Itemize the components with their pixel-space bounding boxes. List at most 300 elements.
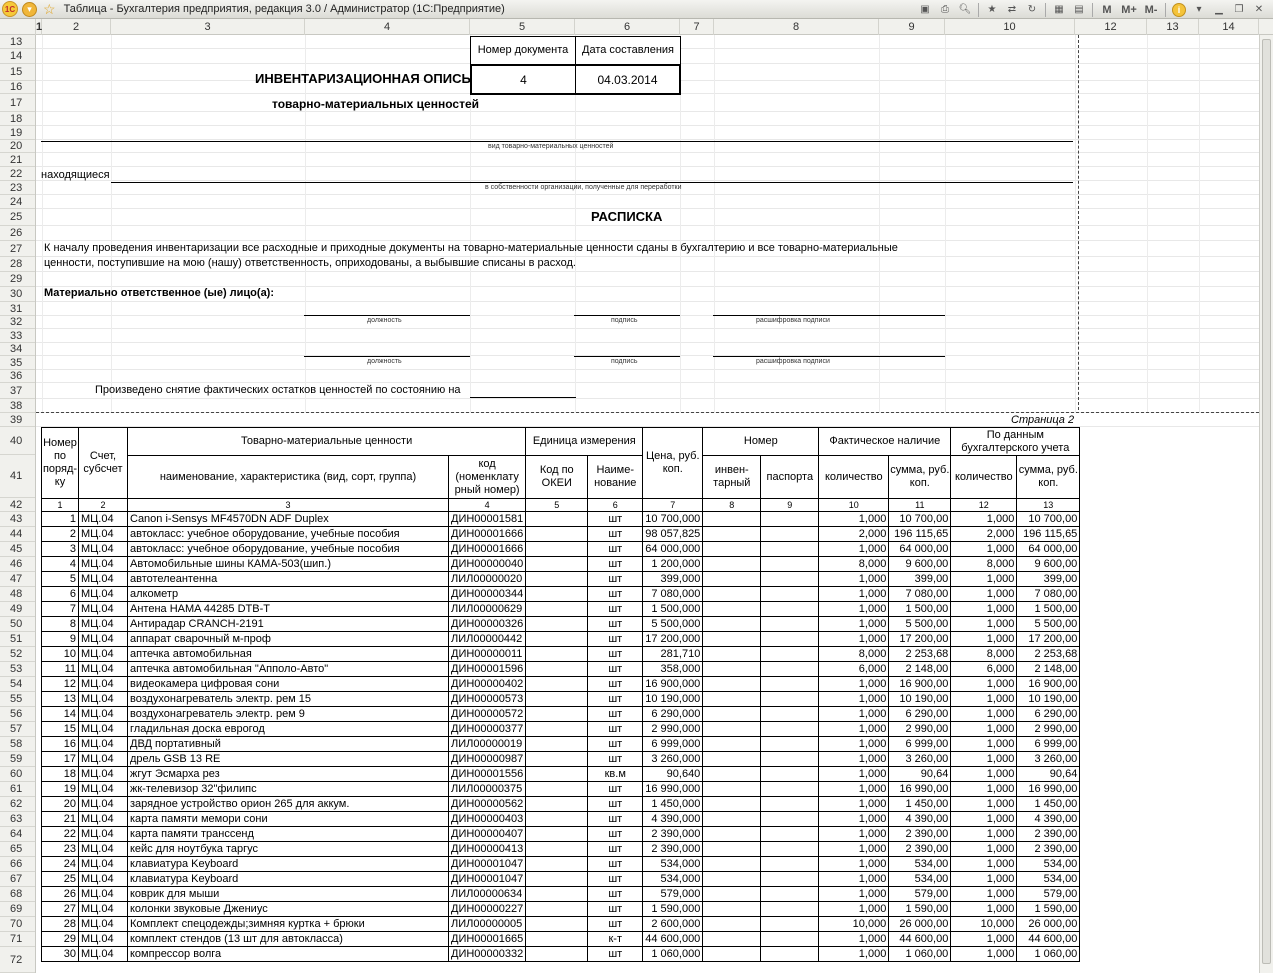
cell-sum[interactable]: 10 700,00 [889,512,951,527]
row-header[interactable]: 50 [0,617,36,632]
row-header[interactable]: 29 [0,272,36,287]
cell-price[interactable]: 1 450,000 [643,797,703,812]
cell-account[interactable]: МЦ.04 [79,947,128,962]
doc-date-value[interactable]: 04.03.2014 [575,64,681,95]
cell-qty[interactable]: 1,000 [819,722,889,737]
cell-qty-accounting[interactable]: 1,000 [951,797,1017,812]
row-header[interactable]: 27 [0,241,36,257]
cell-unit[interactable]: шт [588,737,643,752]
row-header[interactable]: 47 [0,572,36,587]
cell-sum[interactable]: 1 060,00 [889,947,951,962]
cell-number[interactable]: 22 [42,827,79,842]
cell-price[interactable]: 534,000 [643,872,703,887]
cell-price[interactable]: 1 200,000 [643,557,703,572]
cell-number[interactable]: 14 [42,707,79,722]
cell-passport[interactable] [761,812,819,827]
cell-inventory[interactable] [703,872,761,887]
cell-inventory[interactable] [703,842,761,857]
cell-passport[interactable] [761,542,819,557]
cell-passport[interactable] [761,722,819,737]
cell-sum-accounting[interactable]: 399,00 [1017,572,1080,587]
column-header-7[interactable]: 7 [680,19,714,35]
cell-sum-accounting[interactable]: 2 390,00 [1017,827,1080,842]
calculator-icon[interactable]: ▦ [1054,4,1064,15]
cell-code[interactable]: ДИН00000572 [449,707,526,722]
cell-code[interactable]: ДИН00001666 [449,527,526,542]
cell-okei[interactable] [526,707,588,722]
cell-passport[interactable] [761,872,819,887]
cell-inventory[interactable] [703,782,761,797]
cell-sum-accounting[interactable]: 26 000,00 [1017,917,1080,932]
cell-number[interactable]: 10 [42,647,79,662]
cell-unit[interactable]: шт [588,872,643,887]
table-row[interactable] [42,752,1080,767]
cell-qty-accounting[interactable]: 1,000 [951,602,1017,617]
cell-unit[interactable]: шт [588,917,643,932]
table-row[interactable] [42,797,1080,812]
cell-account[interactable]: МЦ.04 [79,677,128,692]
cell-inventory[interactable] [703,932,761,947]
table-row[interactable] [42,812,1080,827]
cell-sum-accounting[interactable]: 1 500,00 [1017,602,1080,617]
cell-okei[interactable] [526,722,588,737]
cell-okei[interactable] [526,602,588,617]
cell-number[interactable]: 29 [42,932,79,947]
cell-qty[interactable]: 1,000 [819,827,889,842]
spreadsheet-area[interactable] [36,35,1259,973]
link-icon[interactable]: ⇄ [1007,4,1017,15]
cell-inventory[interactable] [703,887,761,902]
cell-account[interactable]: МЦ.04 [79,542,128,557]
cell-sum-accounting[interactable]: 196 115,65 [1017,527,1080,542]
cell-account[interactable]: МЦ.04 [79,572,128,587]
cell-number[interactable]: 16 [42,737,79,752]
cell-unit[interactable]: шт [588,782,643,797]
cell-qty-accounting[interactable]: 6,000 [951,662,1017,677]
cell-account[interactable]: МЦ.04 [79,782,128,797]
cell-sum[interactable]: 1 590,00 [889,902,951,917]
cell-qty-accounting[interactable]: 1,000 [951,827,1017,842]
cell-name[interactable]: аптечка автомобильная [128,647,449,662]
cell-price[interactable]: 4 390,000 [643,812,703,827]
cell-unit[interactable]: шт [588,677,643,692]
cell-unit[interactable]: шт [588,692,643,707]
memory-m-button[interactable]: M [1102,3,1112,16]
cell-number[interactable]: 9 [42,632,79,647]
cell-inventory[interactable] [703,767,761,782]
cell-account[interactable]: МЦ.04 [79,737,128,752]
app-logo-icon[interactable]: 1С [2,1,18,17]
cell-sum[interactable]: 3 260,00 [889,752,951,767]
cell-unit[interactable]: шт [588,842,643,857]
favorites-star-icon[interactable]: ☆ [43,0,56,17]
cell-qty-accounting[interactable]: 1,000 [951,677,1017,692]
row-header[interactable]: 51 [0,632,36,647]
calendar-icon[interactable]: ▤ [1074,4,1084,15]
table-row[interactable] [42,872,1080,887]
cell-inventory[interactable] [703,557,761,572]
cell-sum-accounting[interactable]: 64 000,00 [1017,542,1080,557]
row-header[interactable]: 72 [0,947,36,973]
cell-code[interactable]: ДИН00001665 [449,932,526,947]
cell-inventory[interactable] [703,572,761,587]
row-header[interactable]: 33 [0,329,36,343]
cell-price[interactable]: 44 600,000 [643,932,703,947]
cell-sum-accounting[interactable]: 534,00 [1017,872,1080,887]
cell-number[interactable]: 19 [42,782,79,797]
row-header[interactable]: 60 [0,767,36,782]
cell-qty-accounting[interactable]: 1,000 [951,752,1017,767]
cell-passport[interactable] [761,692,819,707]
cell-name[interactable]: воздухонагреватель электр. рем 9 [128,707,449,722]
cell-price[interactable]: 6 999,000 [643,737,703,752]
row-header[interactable]: 15 [0,64,36,81]
cell-sum-accounting[interactable]: 16 990,00 [1017,782,1080,797]
cell-okei[interactable] [526,737,588,752]
cell-account[interactable]: МЦ.04 [79,662,128,677]
row-header[interactable]: 43 [0,512,36,527]
cell-unit[interactable]: шт [588,512,643,527]
cell-passport[interactable] [761,512,819,527]
cell-qty[interactable]: 1,000 [819,797,889,812]
cell-qty[interactable]: 1,000 [819,782,889,797]
cell-sum[interactable]: 7 080,00 [889,587,951,602]
cell-qty[interactable]: 1,000 [819,617,889,632]
cell-qty[interactable]: 1,000 [819,752,889,767]
table-row[interactable] [42,572,1080,587]
row-header[interactable]: 61 [0,782,36,797]
cell-name[interactable]: алкометр [128,587,449,602]
cell-price[interactable]: 358,000 [643,662,703,677]
print-icon[interactable]: ⎙ [941,4,949,15]
cell-account[interactable]: МЦ.04 [79,812,128,827]
row-header[interactable]: 22 [0,167,36,181]
row-header[interactable]: 57 [0,722,36,737]
cell-passport[interactable] [761,737,819,752]
table-row[interactable] [42,917,1080,932]
cell-qty-accounting[interactable]: 2,000 [951,527,1017,542]
cell-sum-accounting[interactable]: 3 260,00 [1017,752,1080,767]
row-header[interactable]: 59 [0,752,36,767]
cell-account[interactable]: МЦ.04 [79,932,128,947]
cell-code[interactable]: ДИН00000402 [449,677,526,692]
cell-okei[interactable] [526,647,588,662]
cell-passport[interactable] [761,902,819,917]
row-header[interactable]: 56 [0,707,36,722]
cell-sum-accounting[interactable]: 9 600,00 [1017,557,1080,572]
cell-number[interactable]: 21 [42,812,79,827]
cell-qty[interactable]: 1,000 [819,677,889,692]
cell-qty[interactable]: 1,000 [819,887,889,902]
cell-price[interactable]: 5 500,000 [643,617,703,632]
cell-code[interactable]: ДИН00000227 [449,902,526,917]
cell-code[interactable]: ДИН00000011 [449,647,526,662]
cell-sum-accounting[interactable]: 6 290,00 [1017,707,1080,722]
cell-price[interactable]: 2 600,000 [643,917,703,932]
cell-code[interactable]: ДИН00001596 [449,662,526,677]
cell-name[interactable]: Canon i-Sensys MF4570DN ADF Duplex [128,512,449,527]
row-header[interactable]: 40 [0,427,36,455]
column-header-14[interactable]: 14 [1199,19,1259,35]
cell-number[interactable]: 1 [42,512,79,527]
cell-sum[interactable]: 90,64 [889,767,951,782]
cell-okei[interactable] [526,947,588,962]
maximize-icon[interactable]: ❐ [1234,4,1244,15]
cell-name[interactable]: карта памяти мемори сони [128,812,449,827]
table-row[interactable] [42,542,1080,557]
cell-price[interactable]: 1 590,000 [643,902,703,917]
cell-code[interactable]: ДИН00001666 [449,542,526,557]
cell-account[interactable]: МЦ.04 [79,722,128,737]
cell-account[interactable]: МЦ.04 [79,692,128,707]
table-row[interactable] [42,512,1080,527]
cell-unit[interactable]: шт [588,812,643,827]
cell-account[interactable]: МЦ.04 [79,512,128,527]
cell-name[interactable]: аппарат сварочный м-проф [128,632,449,647]
cell-inventory[interactable] [703,707,761,722]
close-icon[interactable]: ✕ [1254,4,1264,15]
table-row[interactable] [42,692,1080,707]
cell-inventory[interactable] [703,647,761,662]
cell-inventory[interactable] [703,527,761,542]
table-row[interactable] [42,947,1080,962]
cell-inventory[interactable] [703,827,761,842]
cell-inventory[interactable] [703,512,761,527]
cell-qty-accounting[interactable]: 1,000 [951,512,1017,527]
cell-unit[interactable]: шт [588,617,643,632]
cell-name[interactable]: ДВД портативный [128,737,449,752]
table-row[interactable] [42,932,1080,947]
cell-unit[interactable]: шт [588,887,643,902]
cell-account[interactable]: МЦ.04 [79,617,128,632]
cell-passport[interactable] [761,677,819,692]
cell-number[interactable]: 11 [42,662,79,677]
cell-okei[interactable] [526,797,588,812]
row-header[interactable]: 26 [0,226,36,241]
cell-account[interactable]: МЦ.04 [79,902,128,917]
info-dropdown-icon[interactable]: ▾ [1196,4,1202,15]
row-header[interactable]: 70 [0,917,36,932]
row-header[interactable]: 37 [0,383,36,399]
cell-inventory[interactable] [703,797,761,812]
cell-qty[interactable]: 6,000 [819,662,889,677]
column-header-10[interactable]: 10 [945,19,1075,35]
cell-sum[interactable]: 4 390,00 [889,812,951,827]
cell-passport[interactable] [761,782,819,797]
cell-inventory[interactable] [703,632,761,647]
cell-number[interactable]: 27 [42,902,79,917]
cell-okei[interactable] [526,527,588,542]
cell-inventory[interactable] [703,542,761,557]
cell-code[interactable]: ДИН00000332 [449,947,526,962]
cell-name[interactable]: аптечка автомобильная "Апполо-Авто" [128,662,449,677]
cell-account[interactable]: МЦ.04 [79,707,128,722]
cell-code[interactable]: ДИН00000344 [449,587,526,602]
cell-passport[interactable] [761,572,819,587]
cell-number[interactable]: 6 [42,587,79,602]
row-header[interactable]: 24 [0,195,36,209]
cell-okei[interactable] [526,572,588,587]
cell-inventory[interactable] [703,617,761,632]
cell-okei[interactable] [526,782,588,797]
column-header-1[interactable]: 1 [36,21,43,33]
cell-inventory[interactable] [703,857,761,872]
cell-unit[interactable]: шт [588,662,643,677]
cell-unit[interactable]: шт [588,947,643,962]
cell-name[interactable]: кейс для ноутбука таргус [128,842,449,857]
history-icon[interactable]: ↻ [1027,4,1037,15]
cell-qty-accounting[interactable]: 1,000 [951,872,1017,887]
cell-qty-accounting[interactable]: 1,000 [951,737,1017,752]
row-header[interactable]: 19 [0,126,36,140]
cell-qty-accounting[interactable]: 1,000 [951,587,1017,602]
cell-unit[interactable]: шт [588,632,643,647]
cell-qty[interactable]: 1,000 [819,572,889,587]
cell-sum-accounting[interactable]: 4 390,00 [1017,812,1080,827]
cell-code[interactable]: ЛИЛ00000020 [449,572,526,587]
cell-sum[interactable]: 10 190,00 [889,692,951,707]
memory-plus-button[interactable]: M+ [1121,3,1137,16]
cell-price[interactable]: 90,640 [643,767,703,782]
table-row[interactable] [42,677,1080,692]
cell-passport[interactable] [761,752,819,767]
row-header[interactable]: 28 [0,257,36,272]
cell-sum[interactable]: 196 115,65 [889,527,951,542]
table-row[interactable] [42,632,1080,647]
cell-qty[interactable]: 1,000 [819,767,889,782]
row-header[interactable]: 34 [0,343,36,356]
row-header[interactable]: 63 [0,812,36,827]
cell-price[interactable]: 2 390,000 [643,842,703,857]
cell-qty-accounting[interactable]: 1,000 [951,572,1017,587]
cell-okei[interactable] [526,812,588,827]
table-row[interactable] [42,662,1080,677]
cell-account[interactable]: МЦ.04 [79,767,128,782]
main-menu-icon[interactable]: ▾ [22,2,37,17]
cell-okei[interactable] [526,842,588,857]
row-header[interactable]: 13 [0,35,36,49]
cell-name[interactable]: видеокамера цифровая сони [128,677,449,692]
cell-sum-accounting[interactable]: 6 999,00 [1017,737,1080,752]
cell-inventory[interactable] [703,752,761,767]
cell-qty[interactable]: 8,000 [819,557,889,572]
row-header[interactable]: 42 [0,498,36,512]
cell-okei[interactable] [526,932,588,947]
row-header[interactable]: 32 [0,316,36,329]
table-row[interactable] [42,602,1080,617]
cell-account[interactable]: МЦ.04 [79,587,128,602]
cell-price[interactable]: 64 000,000 [643,542,703,557]
memory-minus-button[interactable]: M- [1144,3,1158,16]
row-header[interactable]: 31 [0,302,36,316]
cell-account[interactable]: МЦ.04 [79,887,128,902]
row-header[interactable]: 55 [0,692,36,707]
cell-qty[interactable]: 1,000 [819,632,889,647]
cell-okei[interactable] [526,662,588,677]
cell-unit[interactable]: шт [588,827,643,842]
cell-unit[interactable]: кв.м [588,767,643,782]
cell-qty-accounting[interactable]: 10,000 [951,917,1017,932]
cell-okei[interactable] [526,512,588,527]
table-row[interactable] [42,647,1080,662]
corner-cell[interactable] [0,19,36,35]
cell-account[interactable]: МЦ.04 [79,527,128,542]
cell-unit[interactable]: шт [588,542,643,557]
cell-okei[interactable] [526,617,588,632]
cell-qty[interactable]: 1,000 [819,602,889,617]
cell-unit[interactable]: шт [588,752,643,767]
table-row[interactable] [42,722,1080,737]
cell-okei[interactable] [526,752,588,767]
cell-sum[interactable]: 16 990,00 [889,782,951,797]
info-button[interactable] [1171,2,1187,17]
row-header[interactable]: 67 [0,872,36,887]
cell-price[interactable]: 7 080,000 [643,587,703,602]
cell-sum[interactable]: 9 600,00 [889,557,951,572]
cell-code[interactable]: ЛИЛ00000375 [449,782,526,797]
row-header[interactable]: 18 [0,112,36,126]
cell-account[interactable]: МЦ.04 [79,827,128,842]
cell-qty-accounting[interactable]: 1,000 [951,617,1017,632]
cell-sum-accounting[interactable]: 1 590,00 [1017,902,1080,917]
cell-number[interactable]: 12 [42,677,79,692]
cell-sum-accounting[interactable]: 1 060,00 [1017,947,1080,962]
vertical-scrollbar[interactable] [1259,35,1273,973]
cell-price[interactable]: 579,000 [643,887,703,902]
column-header-4[interactable]: 4 [305,19,470,35]
cell-name[interactable]: автокласс: учебное оборудование, учебные пособия [128,542,449,557]
cell-code[interactable]: ЛИЛ00000005 [449,917,526,932]
cell-price[interactable]: 534,000 [643,857,703,872]
cell-qty-accounting[interactable]: 1,000 [951,782,1017,797]
cell-unit[interactable]: шт [588,572,643,587]
cell-qty[interactable]: 1,000 [819,812,889,827]
cell-code[interactable]: ДИН00000040 [449,557,526,572]
cell-price[interactable]: 2 990,000 [643,722,703,737]
cell-okei[interactable] [526,887,588,902]
cell-code[interactable]: ДИН00000987 [449,752,526,767]
cell-number[interactable]: 24 [42,857,79,872]
cell-code[interactable]: ЛИЛ00000019 [449,737,526,752]
cell-okei[interactable] [526,677,588,692]
cell-code[interactable]: ДИН00001047 [449,857,526,872]
cell-price[interactable]: 3 260,000 [643,752,703,767]
row-header[interactable]: 35 [0,356,36,370]
cell-number[interactable]: 18 [42,767,79,782]
row-header[interactable]: 23 [0,181,36,195]
cell-inventory[interactable] [703,587,761,602]
column-header-2[interactable]: 2 [42,19,111,35]
cell-unit[interactable]: шт [588,647,643,662]
row-header[interactable]: 64 [0,827,36,842]
cell-unit[interactable]: шт [588,587,643,602]
cell-sum[interactable]: 16 900,00 [889,677,951,692]
cell-unit[interactable]: шт [588,557,643,572]
row-header[interactable]: 44 [0,527,36,542]
cell-inventory[interactable] [703,677,761,692]
row-header[interactable]: 66 [0,857,36,872]
cell-unit[interactable]: шт [588,902,643,917]
cell-sum[interactable]: 1 450,00 [889,797,951,812]
cell-sum-accounting[interactable]: 1 450,00 [1017,797,1080,812]
cell-sum[interactable]: 6 290,00 [889,707,951,722]
cell-qty[interactable]: 1,000 [819,512,889,527]
cell-qty-accounting[interactable]: 1,000 [951,542,1017,557]
cell-passport[interactable] [761,947,819,962]
cell-okei[interactable] [526,767,588,782]
table-row[interactable] [42,767,1080,782]
cell-name[interactable]: карта памяти трансcенд [128,827,449,842]
